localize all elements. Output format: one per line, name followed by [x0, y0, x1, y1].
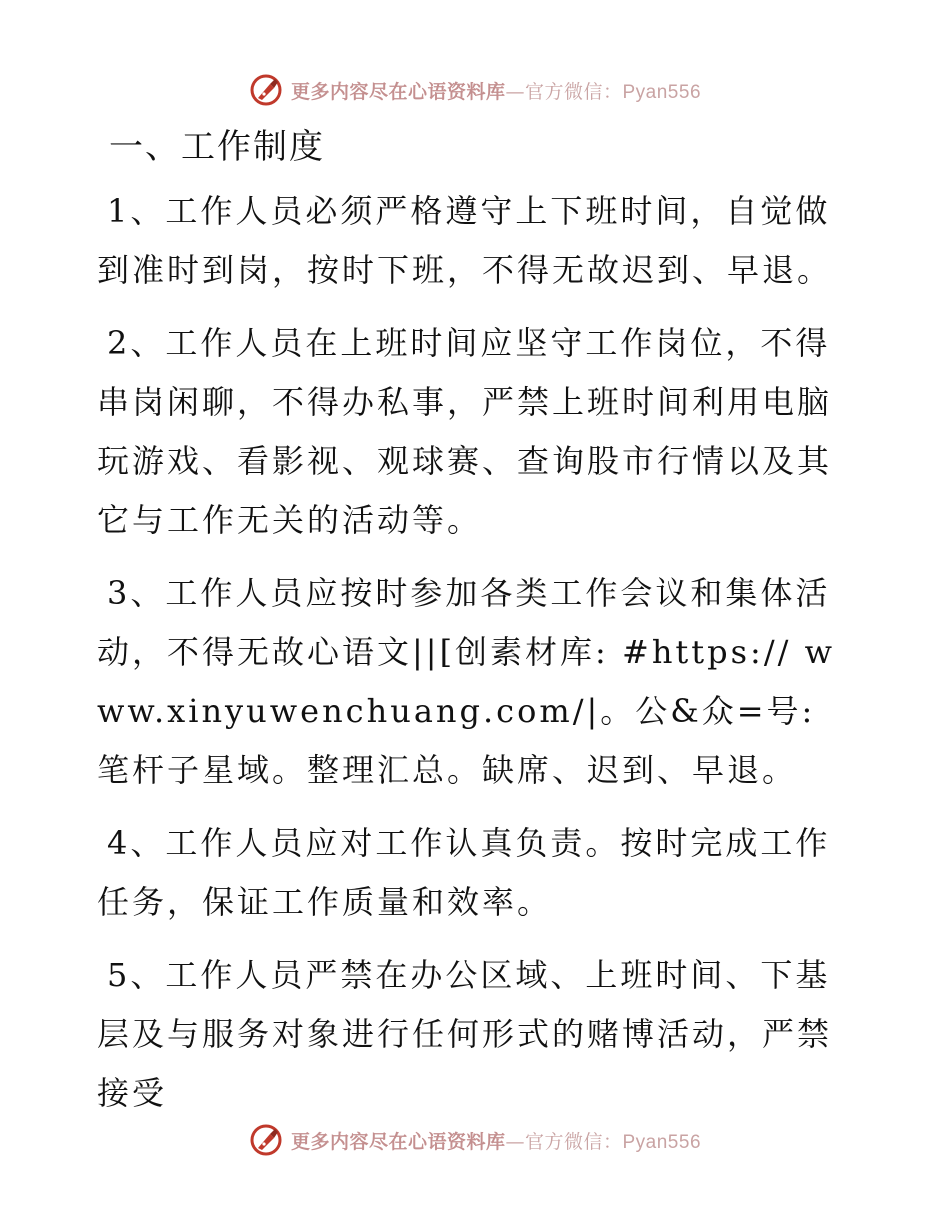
pen-nib-logo-icon	[249, 73, 283, 107]
paragraph-1: 1、工作人员必须严格遵守上下班时间，自觉做到准时到岗，按时下班，不得无故迟到、早退。	[97, 192, 833, 289]
paragraph-2: 2、工作人员在上班时间应坚守工作岗位，不得串岗闲聊，不得办私事，严禁上班时间利用电脑玩游戏、看影视、观球赛、查询股市行情以及其它与工作无关的活动等。	[97, 324, 833, 539]
watermark-official: 官方微信：	[524, 1130, 623, 1153]
section-heading: 一、工作制度	[109, 127, 325, 167]
watermark-handle: Pyan556	[622, 1131, 702, 1153]
watermark-text	[291, 1127, 701, 1154]
watermark-brand: 更多内容尽在心语资料库	[290, 1130, 506, 1153]
watermark-text	[291, 77, 701, 104]
paragraph-3: 3、工作人员应按时参加各类工作会议和集体活动，不得无故心语文||[创素材库: #https:// www.xinyuwenchuang.com/|。公&众=号: 笔杆子星域。整理汇总。缺席、迟到、早退。	[97, 574, 835, 789]
watermark-official: 官方微信：	[524, 80, 623, 103]
pen-nib-logo-icon	[249, 1123, 283, 1157]
footer-watermark	[0, 1120, 950, 1160]
paragraph-4: 4、工作人员应对工作认真负责。按时完成工作任务，保证工作质量和效率。	[97, 824, 831, 921]
watermark-handle: Pyan556	[622, 81, 702, 103]
paragraph-5: 5、工作人员严禁在办公区域、上班时间、下基层及与服务对象进行任何形式的赌博活动，严禁接受	[97, 956, 833, 1112]
header-watermark	[0, 70, 950, 110]
watermark-dash: —	[505, 80, 525, 103]
watermark-brand: 更多内容尽在心语资料库	[290, 80, 506, 103]
watermark-dash: —	[505, 1130, 525, 1153]
document-body	[97, 118, 857, 1137]
